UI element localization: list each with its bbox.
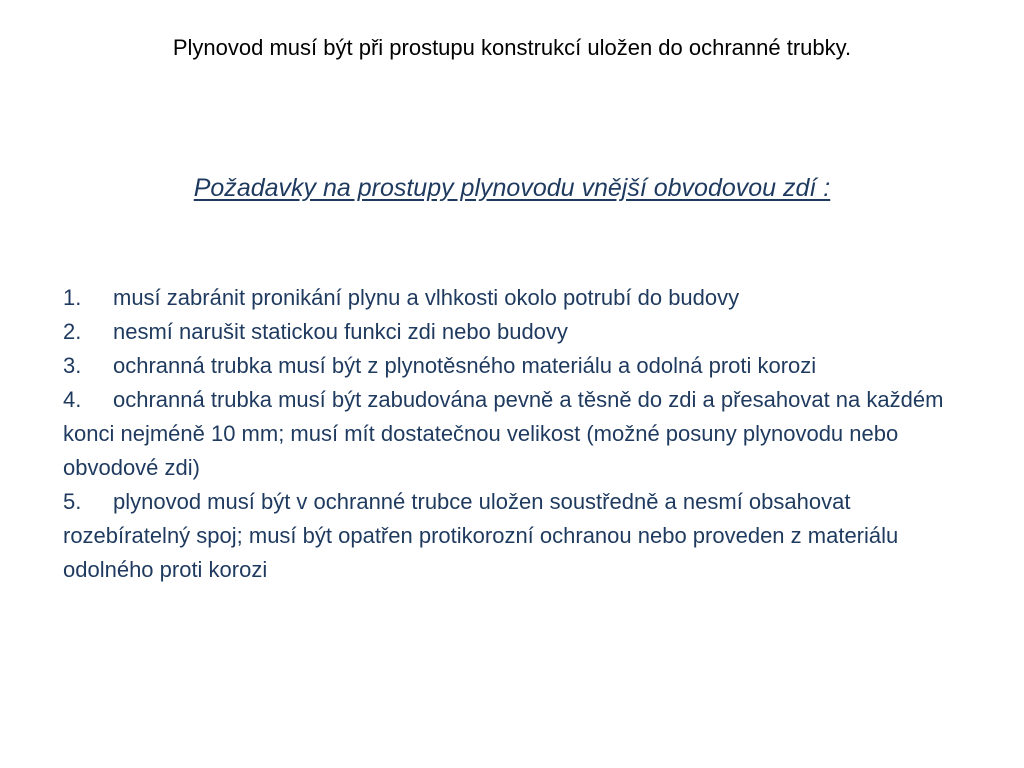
list-item-text: nesmí narušit statickou funkci zdi nebo budovy xyxy=(113,319,568,344)
list-item-number: 3. xyxy=(63,353,82,378)
list-item-number: 4. xyxy=(63,387,82,412)
list-item xyxy=(63,315,963,349)
list-item-text: musí zabránit pronikání plynu a vlhkosti okolo potrubí do budovy xyxy=(113,285,740,310)
list-item xyxy=(63,281,963,315)
subtitle: Požadavky na prostupy plynovodu vnější obvodovou zdí : xyxy=(193,174,831,202)
list-item-text: ochranná trubka musí být z plynotěsného materiálu a odolná proti korozi xyxy=(113,353,817,378)
list-item xyxy=(63,349,963,383)
requirements-list xyxy=(63,281,963,587)
list-item-text: ochranná trubka musí být zabudována pevně a těsně do zdi a přesahovat na každém konci nejméně 10 mm; musí mít dostatečnou velikost (možné posuny plynovodu nebo obvodové zdi) xyxy=(63,387,944,480)
list-item-text: plynovod musí být v ochranné trubce uložen soustředně a nesmí obsahovat rozebíratelný spoj; musí být opatřen protikorozní ochranou nebo proveden z materiálu odolného proti korozi xyxy=(63,489,899,582)
list-item xyxy=(63,485,963,587)
list-item-number: 5. xyxy=(63,489,82,514)
list-item xyxy=(63,383,963,485)
list-item-number: 1. xyxy=(63,285,82,310)
list-item-number: 2. xyxy=(63,319,82,344)
header-text: Plynovod musí být při prostupu konstrukcí uložen do ochranné trubky. xyxy=(172,35,852,60)
